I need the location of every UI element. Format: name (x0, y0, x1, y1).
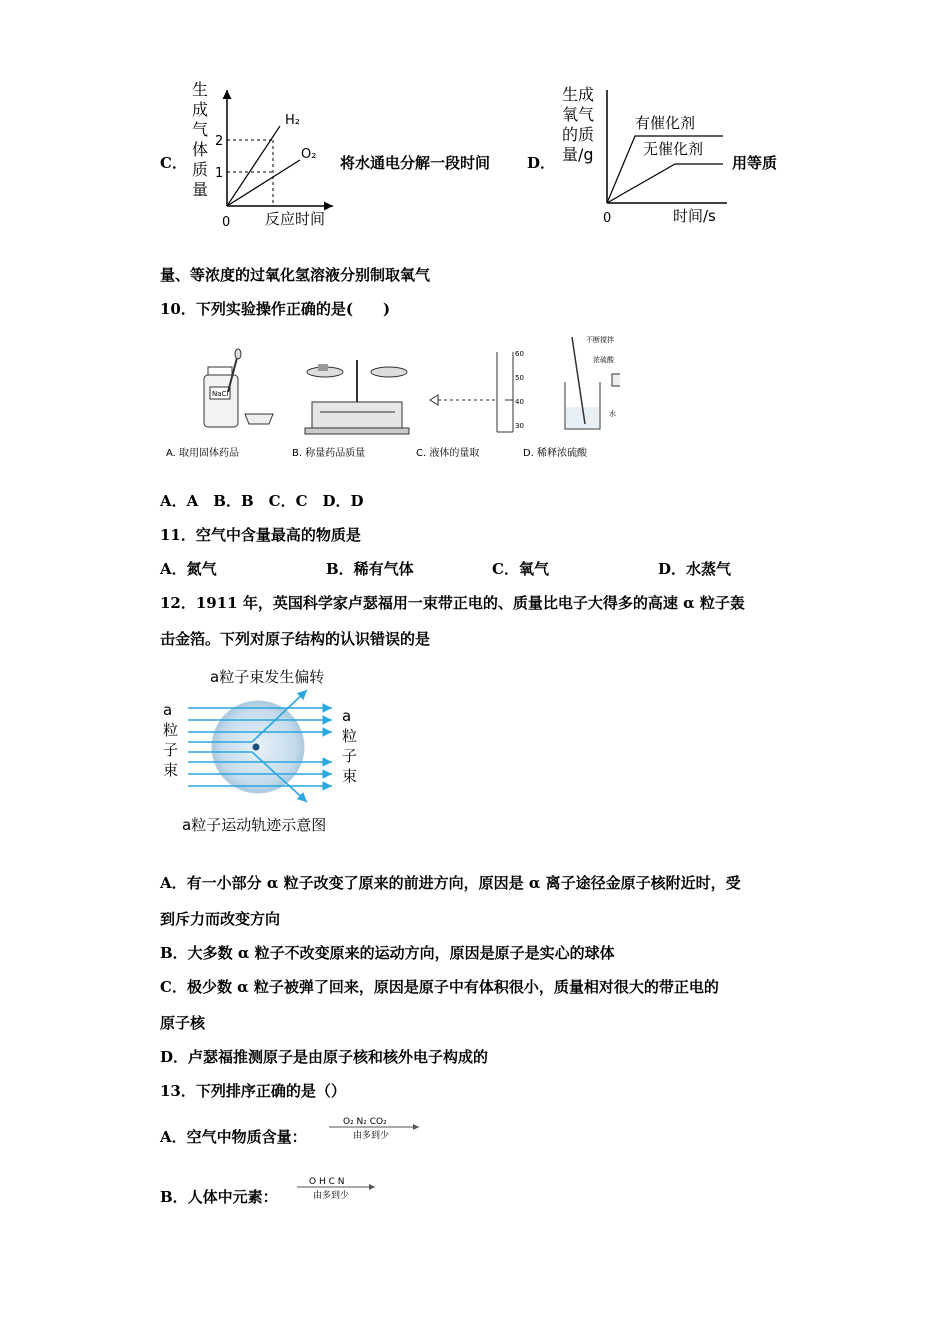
svg-text:40: 40 (515, 398, 524, 406)
q10-caption-a: A. 取用固体药品 (166, 448, 240, 459)
svg-text:由多到少: 由多到少 (353, 1131, 390, 1141)
q11-option-a: A．氮气 (160, 560, 217, 578)
q12-fig-nucleus (253, 744, 260, 751)
q12-fig-bottom-label: a粒子运动轨迹示意图 (182, 816, 327, 834)
svg-text:水: 水 (609, 410, 616, 418)
graph-c-ylabel: 生成气体质量 (192, 80, 209, 199)
q11-stem: 11．空气中含量最高的物质是 (160, 526, 361, 544)
q10-caption-d: D. 稀释浓硫酸 (523, 448, 588, 459)
q9-option-d-letter: D． (527, 154, 556, 172)
q10-fig-a-jar (204, 349, 273, 427)
q12-option-b: B．大多数 α 粒子不改变原来的运动方向，原因是原子是实心的球体 (160, 944, 615, 962)
graph-d-without-catalyst-label: 无催化剂 (643, 140, 704, 158)
graph-c-tick-2: 2 (215, 134, 224, 149)
q11-option-c: C．氧气 (492, 560, 549, 578)
q10-fig-b-balance (305, 360, 409, 434)
q12-option-d: D．卢瑟福推测原子是由原子核和核外电子构成的 (160, 1048, 489, 1066)
q10-stem: 10．下列实验操作正确的是( ) (160, 300, 391, 318)
q12-alpha-scattering-figure (160, 660, 360, 838)
graph-c-xlabel: 反应时间 (265, 210, 326, 228)
svg-text:O₂ N₂ CO₂: O₂ N₂ CO₂ (343, 1117, 387, 1127)
q12-option-a-line-2: 到斥力而改变方向 (160, 910, 281, 928)
graph-c-h2-line (227, 126, 280, 206)
graph-d-without-catalyst-line (607, 164, 723, 203)
svg-text:浓硫酸: 浓硫酸 (593, 356, 614, 364)
svg-text:O H C N: O H C N (309, 1177, 345, 1187)
svg-text:由多到少: 由多到少 (313, 1191, 350, 1201)
graph-d-xlabel: 时间/s (673, 207, 716, 225)
svg-text:NaCl: NaCl (212, 390, 229, 398)
q11-option-b: B．稀有气体 (326, 560, 414, 578)
q10-answer-options: A．A B．B C．C D．D (160, 492, 364, 510)
q13-option-b: B．人体中元素： (160, 1188, 278, 1206)
q13-option-b-sequence (293, 1170, 379, 1204)
graph-c-tick-1: 1 (215, 166, 224, 181)
q10-figure (160, 332, 620, 467)
q12-option-a-line-1: A．有一小部分 α 粒子改变了原来的前进方向，原因是 α 离子途径金原子核附近时，受 (160, 874, 741, 892)
q12-fig-left-label: a 粒 子 束 (163, 701, 179, 779)
svg-text:不断搅拌: 不断搅拌 (586, 336, 614, 344)
q12-fig-top-label: a粒子束发生偏转 (210, 668, 325, 686)
q10-fig-d-dilute (565, 335, 620, 429)
q13-stem: 13．下列排序正确的是（） (160, 1082, 346, 1100)
q12-option-c-line-2: 原子核 (160, 1014, 206, 1032)
graph-c-h2-label: H₂ (285, 113, 300, 128)
graph-d-ylabel: 生成 氧气 的质 量/g (562, 85, 595, 164)
q10-caption-c: C. 液体的量取 (416, 448, 480, 459)
q12-fig-right-label: a 粒 子 束 (342, 707, 358, 785)
q9-option-d-text: 用等质 (732, 154, 778, 172)
q9-option-c-text: 将水通电分解一段时间 (340, 154, 491, 172)
q12-stem-line-1: 12．1911 年，英国科学家卢瑟福用一束带正电的、质量比电子大得多的高速 α 粒子轰 (160, 594, 745, 612)
svg-text:30: 30 (515, 422, 524, 430)
svg-text:50: 50 (515, 374, 524, 382)
graph-d-origin: 0 (603, 211, 612, 226)
q13-option-a-sequence (325, 1110, 425, 1144)
graph-d-peroxide (595, 88, 730, 228)
q12-option-c-line-1: C．极少数 α 粒子被弹了回来，原因是原子中有体积很小，质量相对很大的带正电的 (160, 978, 719, 996)
q9-continuation: 量、等浓度的过氧化氢溶液分别制取氧气 (160, 266, 431, 284)
q11-option-d: D．水蒸气 (658, 560, 732, 578)
q12-stem-line-2: 击金箔。下列对原子结构的认识错误的是 (160, 630, 431, 648)
q13-option-a: A．空气中物质含量： (160, 1128, 307, 1146)
graph-c-origin: 0 (222, 215, 231, 230)
graph-c-o2-line (227, 160, 300, 206)
q10-fig-c-cylinder (430, 350, 524, 432)
q10-caption-b: B. 称量药品质量 (292, 448, 366, 459)
q9-option-c-letter: C． (160, 154, 187, 172)
svg-text:60: 60 (515, 350, 524, 358)
graph-c-o2-label: O₂ (301, 147, 317, 162)
graph-d-with-catalyst-label: 有催化剂 (635, 114, 696, 132)
